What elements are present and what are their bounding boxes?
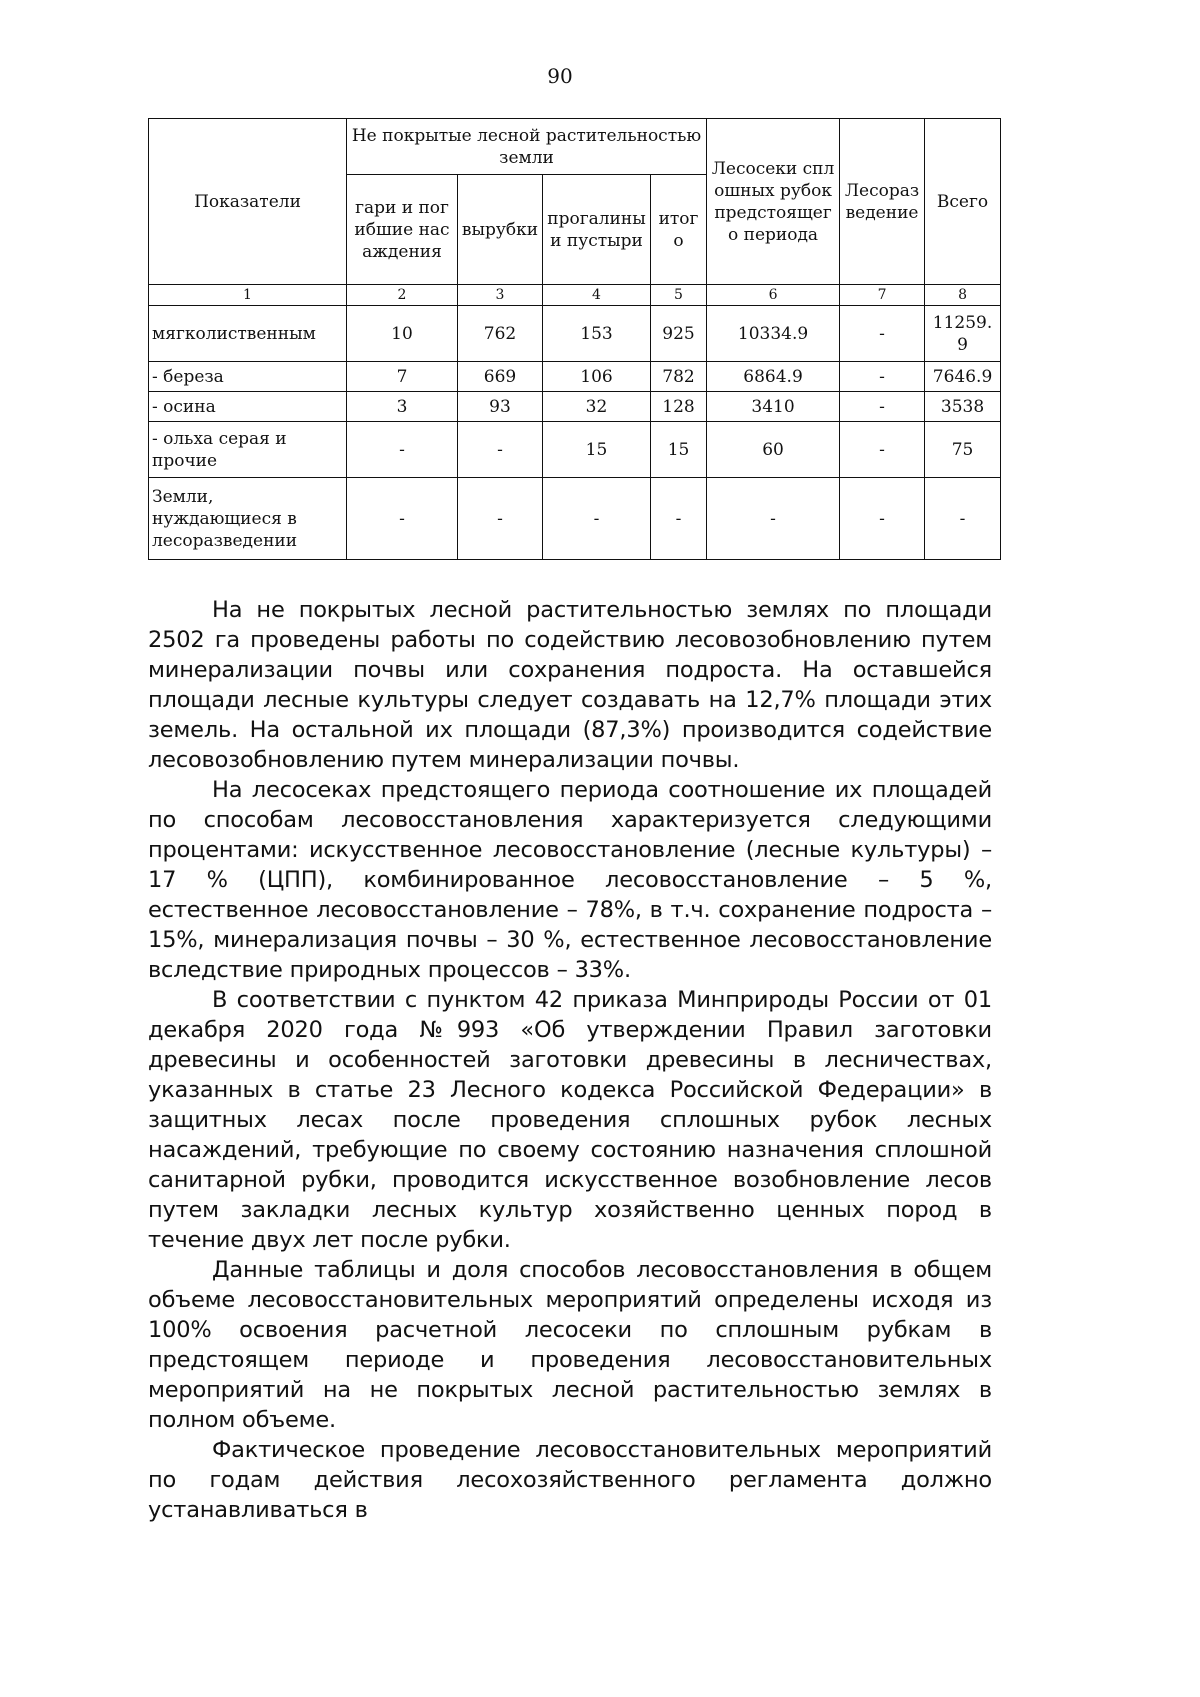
table-cell: - <box>840 478 925 560</box>
paragraph: На не покрытых лесной растительностью землях по площади 2502 га проведены работы по содействию лесовозобновлению путем минерализации почвы или сохранения подроста. На оставшейся площади лесные культуры следует создавать на 12,7% площади этих земель. На остальной их площади (87,3%) производится содействие лесовозобновлению путем минерализации почвы. <box>148 597 992 773</box>
table-cell: - <box>347 478 458 560</box>
table-cell: 153 <box>543 306 651 362</box>
row-label: - береза <box>149 362 347 392</box>
column-number: 3 <box>458 285 543 306</box>
column-number: 4 <box>543 285 651 306</box>
column-number: 1 <box>149 285 347 306</box>
table-cell: 10 <box>347 306 458 362</box>
table-cell: 925 <box>651 306 707 362</box>
table-cell: - <box>840 362 925 392</box>
table-cell: - <box>925 478 1001 560</box>
table-cell: - <box>707 478 840 560</box>
table-cell: 7 <box>347 362 458 392</box>
row-label: Земли, нуждающиеся в лесоразведении <box>149 478 347 560</box>
table-cell: 32 <box>543 392 651 422</box>
header-clearings: вырубки <box>458 175 543 285</box>
table-cell: 3410 <box>707 392 840 422</box>
table-cell: - <box>458 422 543 478</box>
table-cell: 6864.9 <box>707 362 840 392</box>
table-cell: 93 <box>458 392 543 422</box>
table-row <box>149 478 1001 560</box>
table-row <box>149 392 1001 422</box>
table-cell: - <box>840 392 925 422</box>
column-number: 2 <box>347 285 458 306</box>
table-row <box>149 422 1001 478</box>
header-not-covered-group: Не покрытые лесной растительностью земли <box>347 119 707 175</box>
header-total: Всего <box>925 119 1001 285</box>
table-cell: 15 <box>543 422 651 478</box>
row-label: - осина <box>149 392 347 422</box>
header-cutting-areas: Лесосеки сплошных рубок предстоящего периода <box>707 119 840 285</box>
table-cell: - <box>458 478 543 560</box>
column-number: 7 <box>840 285 925 306</box>
paragraph: В соответствии с пунктом 42 приказа Минприроды России от 01 декабря 2020 года №993 «Об утверждении Правил заготовки древесины и особенностей заготовки древесины в лесничествах, указанных в статье 23 Лесного кодекса Российской Федерации» в защитных лесах после проведения сплошных рубок лесных насаждений, требующие по своему состоянию назначения сплошной санитарной рубки, проводится искусственное возобновление лесов путем закладки лесных культур хозяйственно ценных пород в течение двух лет после рубки. <box>148 987 992 1253</box>
header-subtotal: итого <box>651 175 707 285</box>
header-glades: прогалины и пустыри <box>543 175 651 285</box>
table-cell: 60 <box>707 422 840 478</box>
table-cell: - <box>651 478 707 560</box>
table-cell: 782 <box>651 362 707 392</box>
paragraph: На лесосеках предстоящего периода соотношение их площадей по способам лесовосстановления характеризуется следующими процентами: искусственное лесовосстановление (лесные культуры) – 17 % (ЦПП), комбинированное лесовосстановление – 5 %, естественное лесовосстановление – 78%, в т.ч. сохранение подроста – 15%, минерализация почвы – 30 %, естественное лесовосстановление вследствие природных процессов – 33%. <box>148 777 992 983</box>
header-afforestation: Лесоразведение <box>840 119 925 285</box>
table-cell: - <box>347 422 458 478</box>
table-cell: - <box>543 478 651 560</box>
paragraph: Фактическое проведение лесовосстановительных мероприятий по годам действия лесохозяйственного регламента должно устанавливаться в <box>148 1437 992 1523</box>
row-label: мягколиственным <box>149 306 347 362</box>
table-cell: 7646.9 <box>925 362 1001 392</box>
table-row <box>149 362 1001 392</box>
column-number: 8 <box>925 285 1001 306</box>
table-cell: 128 <box>651 392 707 422</box>
page-number: 90 <box>547 64 573 88</box>
paragraph: Данные таблицы и доля способов лесовосстановления в общем объеме лесовосстановительных мероприятий определены исходя из 100% освоения расчетной лесосеки по сплошным рубкам в предстоящем периоде и проведения лесовосстановительных мероприятий на не покрытых лесной растительностью землях в полном объеме. <box>148 1257 992 1433</box>
column-number-row <box>149 285 1001 306</box>
table-cell: - <box>840 422 925 478</box>
table-cell: 762 <box>458 306 543 362</box>
table-cell: - <box>840 306 925 362</box>
table-cell: 3538 <box>925 392 1001 422</box>
reforestation-table <box>148 118 1001 560</box>
header-burned: гари и погибшие насаждения <box>347 175 458 285</box>
table-cell: 669 <box>458 362 543 392</box>
column-number: 6 <box>707 285 840 306</box>
row-label: - ольха серая и прочие <box>149 422 347 478</box>
table-cell: 10334.9 <box>707 306 840 362</box>
table-row <box>149 306 1001 362</box>
column-number: 5 <box>651 285 707 306</box>
header-indicators: Показатели <box>149 119 347 285</box>
table-cell: 3 <box>347 392 458 422</box>
table-cell: 75 <box>925 422 1001 478</box>
body-text <box>148 595 992 1525</box>
table-cell: 106 <box>543 362 651 392</box>
table-cell: 11259.9 <box>925 306 1001 362</box>
table-cell: 15 <box>651 422 707 478</box>
